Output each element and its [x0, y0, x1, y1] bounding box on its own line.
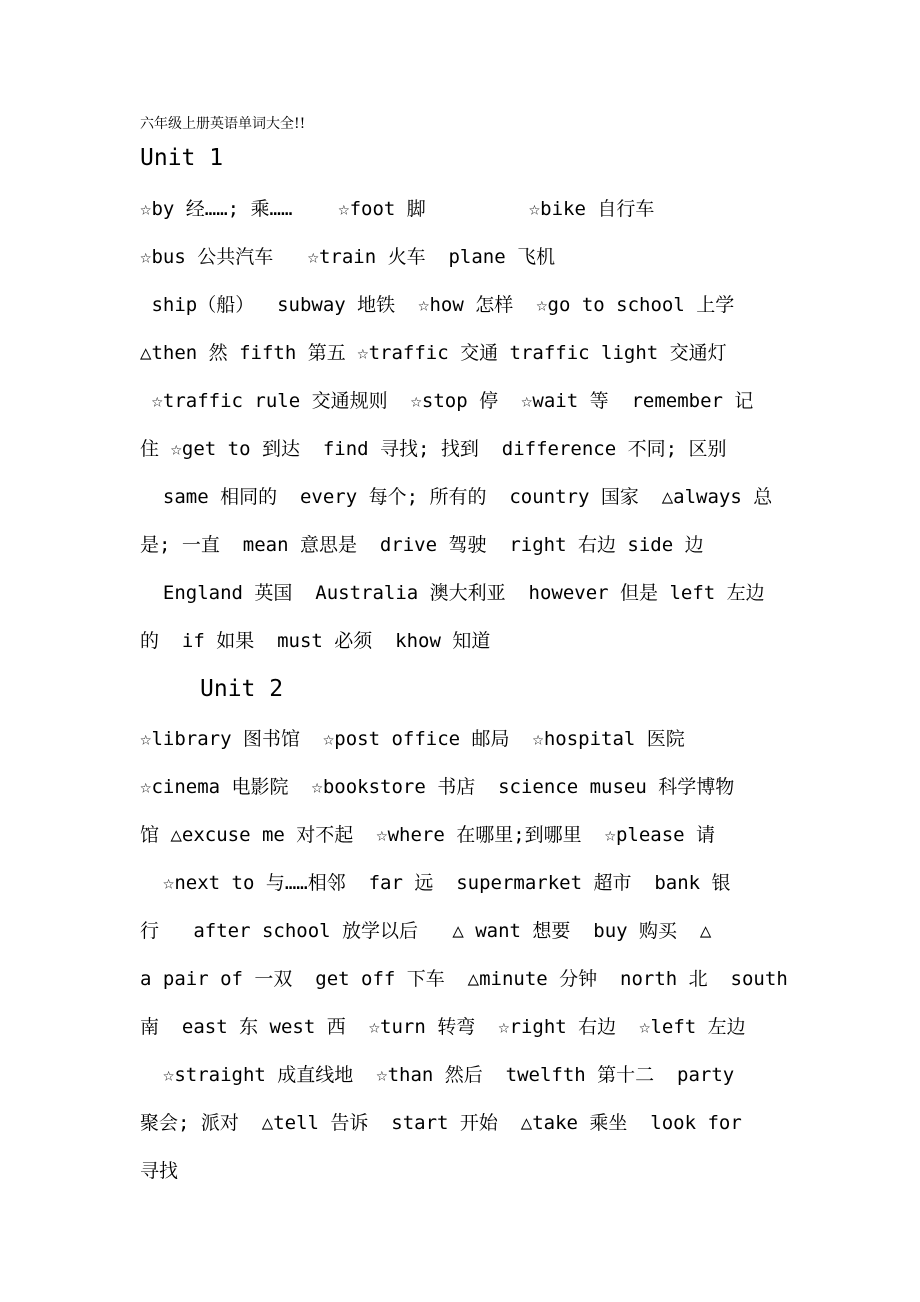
vocab-line: 聚会; 派对 △tell 告诉 start 开始 △take 乘坐 look for: [140, 1112, 742, 1134]
vocab-line: ☆library 图书馆 ☆post office 邮局 ☆hospital 医院: [140, 728, 685, 750]
vocab-line: ☆straight 成直线地 ☆than 然后 twelfth 第十二 party: [140, 1064, 735, 1086]
unit-1-heading: Unit 1: [140, 145, 224, 171]
vocab-line: △then 然 fifth 第五 ☆traffic 交通 traffic light 交通灯: [140, 342, 727, 364]
vocab-line: 的 if 如果 must 必须 khow 知道: [140, 630, 491, 652]
vocab-line: ☆next to 与……相邻 far 远 supermarket 超市 bank 银: [140, 872, 731, 894]
vocab-line: same 相同的 every 每个; 所有的 country 国家 △always 总: [140, 486, 773, 508]
vocab-line: ☆cinema 电影院 ☆bookstore 书店 science museu 科学博物: [140, 776, 735, 798]
vocab-line: ☆bus 公共汽车 ☆train 火车 plane 飞机: [140, 246, 556, 268]
unit-2-heading: Unit 2: [200, 676, 284, 702]
vocab-line: ☆by 经……; 乘…… ☆foot 脚 ☆bike 自行车: [140, 198, 655, 220]
vocab-line: England 英国 Australia 澳大利亚 however 但是 left 左边: [140, 582, 765, 604]
vocab-line: ☆traffic rule 交通规则 ☆stop 停 ☆wait 等 remember 记: [140, 390, 754, 412]
vocab-line: 住 ☆get to 到达 find 寻找; 找到 difference 不同; 区别: [140, 438, 727, 460]
vocab-line: 是; 一直 mean 意思是 drive 驾驶 right 右边 side 边: [140, 534, 704, 556]
vocab-line: 馆 △excuse me 对不起 ☆where 在哪里;到哪里 ☆please 请: [140, 824, 716, 846]
vocab-line: a pair of 一双 get off 下车 △minute 分钟 north 北 south: [140, 968, 788, 990]
vocab-line: 南 east 东 west 西 ☆turn 转弯 ☆right 右边 ☆left 左边: [140, 1016, 746, 1038]
document-title: 六年级上册英语单词大全!!: [140, 116, 306, 132]
vocab-line: 行 after school 放学以后 △ want 想要 buy 购买 △: [140, 920, 712, 942]
vocab-line: 寻找: [140, 1160, 179, 1182]
vocab-line: ship（船） subway 地铁 ☆how 怎样 ☆go to school 上学: [140, 294, 735, 316]
